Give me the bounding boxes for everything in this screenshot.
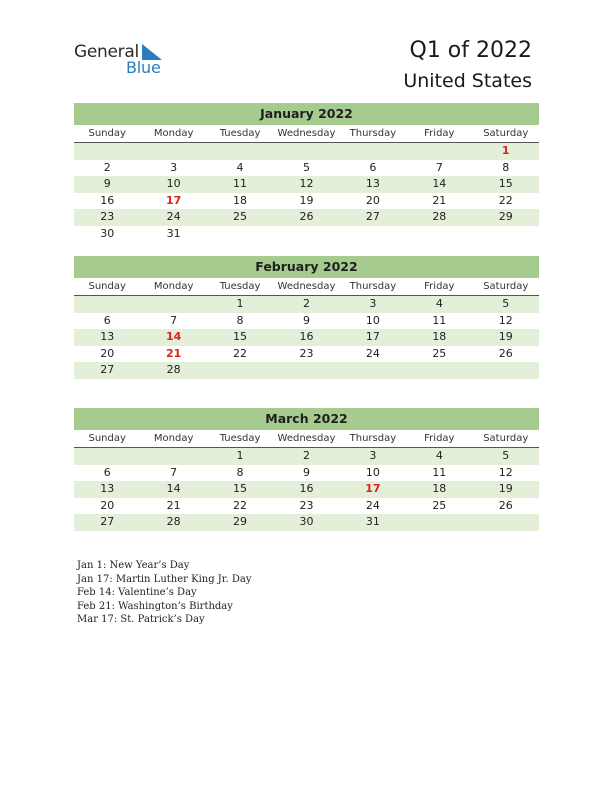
day-cell: 31 xyxy=(365,515,380,529)
day-cell: 2 xyxy=(302,449,310,462)
day-cell: 4 xyxy=(236,160,244,174)
day-cell: 30 xyxy=(299,515,314,529)
month-calendar-january xyxy=(74,103,539,243)
day-cell: 21 xyxy=(432,193,447,207)
day-cell: 18 xyxy=(432,482,447,496)
day-cell: 29 xyxy=(498,210,513,224)
holiday-entry: Jan 17: Martin Luther King Jr. Day xyxy=(77,573,252,585)
day-cell: 15 xyxy=(498,177,513,191)
day-cell: 4 xyxy=(435,297,443,310)
weekday-label: Monday xyxy=(153,128,194,139)
weekday-label: Tuesday xyxy=(219,433,261,444)
weekday-label: Friday xyxy=(424,128,455,139)
month-title: March 2022 xyxy=(74,408,539,430)
month-title: January 2022 xyxy=(74,103,539,125)
weekday-label: Wednesday xyxy=(277,433,336,444)
week-row xyxy=(74,160,539,177)
weekday-label: Thursday xyxy=(349,128,397,139)
week-row xyxy=(74,465,539,482)
weekday-label: Sunday xyxy=(88,281,126,292)
day-cell: 18 xyxy=(233,193,248,207)
day-cell: 20 xyxy=(365,193,380,207)
week-row xyxy=(74,176,539,193)
day-cell: 20 xyxy=(100,498,115,512)
day-cell: 11 xyxy=(233,177,248,191)
day-cell: 10 xyxy=(166,177,181,191)
weekday-label: Wednesday xyxy=(277,128,336,139)
day-cell: 30 xyxy=(100,226,115,240)
day-cell: 14 xyxy=(166,482,181,496)
weekday-label: Saturday xyxy=(483,281,529,292)
holiday-entry: Mar 17: St. Patrick’s Day xyxy=(77,614,205,626)
week-row xyxy=(74,498,539,515)
weekday-label: Friday xyxy=(424,281,455,292)
day-cell xyxy=(473,514,539,531)
day-cell xyxy=(406,143,472,160)
country-name: United States xyxy=(403,70,532,92)
week-row xyxy=(74,313,539,330)
day-cell xyxy=(74,296,140,313)
weekday-label: Saturday xyxy=(483,433,529,444)
day-cell: 22 xyxy=(233,498,248,512)
day-cell xyxy=(74,143,140,160)
day-cell xyxy=(140,143,206,160)
day-cell: 1 xyxy=(236,449,244,462)
day-cell: 15 xyxy=(233,330,248,344)
day-cell: 27 xyxy=(100,363,115,377)
day-cell xyxy=(473,226,539,243)
holiday-date: 21 xyxy=(165,346,182,360)
week-row xyxy=(74,296,539,313)
weekday-label: Tuesday xyxy=(219,128,261,139)
day-cell: 5 xyxy=(302,160,310,174)
day-cell: 16 xyxy=(299,482,314,496)
day-cell: 12 xyxy=(299,177,314,191)
week-row xyxy=(74,514,539,531)
day-cell: 11 xyxy=(432,465,447,479)
day-cell: 10 xyxy=(365,465,380,479)
month-calendar-march xyxy=(74,408,539,531)
day-cell xyxy=(406,362,472,379)
weekday-header-row xyxy=(74,125,539,143)
day-cell: 23 xyxy=(299,498,314,512)
weekday-header-row xyxy=(74,430,539,448)
day-cell: 6 xyxy=(103,465,111,479)
day-cell: 15 xyxy=(233,482,248,496)
day-cell xyxy=(207,362,273,379)
day-cell: 20 xyxy=(100,346,115,360)
day-cell: 24 xyxy=(365,346,380,360)
day-cell: 2 xyxy=(103,160,111,174)
weekday-label: Tuesday xyxy=(219,281,261,292)
day-cell: 18 xyxy=(432,330,447,344)
day-cell: 13 xyxy=(100,482,115,496)
day-cell: 14 xyxy=(432,177,447,191)
weekday-label: Monday xyxy=(153,433,194,444)
week-row xyxy=(74,346,539,363)
day-cell xyxy=(140,448,206,465)
day-cell: 6 xyxy=(103,313,111,327)
day-cell xyxy=(273,143,339,160)
day-cell: 9 xyxy=(302,465,310,479)
day-cell: 28 xyxy=(166,363,181,377)
day-cell: 7 xyxy=(435,160,443,174)
holiday-entry: Feb 14: Valentine’s Day xyxy=(77,587,197,599)
holiday-date: 14 xyxy=(165,330,182,344)
day-cell: 25 xyxy=(432,498,447,512)
day-cell: 28 xyxy=(432,210,447,224)
generalblue-logo xyxy=(74,42,184,78)
day-cell: 22 xyxy=(498,193,513,207)
day-cell: 23 xyxy=(100,210,115,224)
holiday-entry: Feb 21: Washington’s Birthday xyxy=(77,600,233,612)
logo-word-general: General xyxy=(74,42,139,62)
day-cell: 7 xyxy=(170,313,178,327)
week-row xyxy=(74,193,539,210)
day-cell: 22 xyxy=(233,346,248,360)
day-cell: 8 xyxy=(502,160,510,174)
week-row xyxy=(74,209,539,226)
day-cell xyxy=(406,226,472,243)
day-cell xyxy=(273,362,339,379)
day-cell: 2 xyxy=(302,297,310,310)
day-cell: 1 xyxy=(236,297,244,310)
day-cell: 27 xyxy=(100,515,115,529)
week-row xyxy=(74,226,539,243)
day-cell: 9 xyxy=(302,313,310,327)
day-cell xyxy=(207,143,273,160)
day-cell: 13 xyxy=(365,177,380,191)
day-cell: 26 xyxy=(299,210,314,224)
day-cell: 21 xyxy=(166,498,181,512)
day-cell xyxy=(207,226,273,243)
week-row xyxy=(74,448,539,465)
day-cell xyxy=(74,448,140,465)
week-row xyxy=(74,362,539,379)
day-cell xyxy=(273,226,339,243)
day-cell: 26 xyxy=(498,346,513,360)
weekday-label: Saturday xyxy=(483,128,529,139)
day-cell: 13 xyxy=(100,330,115,344)
day-cell xyxy=(340,362,406,379)
day-cell: 3 xyxy=(369,297,377,310)
day-cell: 8 xyxy=(236,313,244,327)
weekday-label: Friday xyxy=(424,433,455,444)
day-cell: 11 xyxy=(432,313,447,327)
day-cell: 26 xyxy=(498,498,513,512)
weekday-label: Sunday xyxy=(88,128,126,139)
weekday-label: Thursday xyxy=(349,433,397,444)
day-cell: 24 xyxy=(365,498,380,512)
day-cell xyxy=(340,226,406,243)
day-cell: 5 xyxy=(502,449,510,462)
day-cell: 4 xyxy=(435,449,443,462)
day-cell: 7 xyxy=(170,465,178,479)
month-calendar-february xyxy=(74,256,539,379)
day-cell: 6 xyxy=(369,160,377,174)
day-cell xyxy=(406,514,472,531)
weekday-header-row xyxy=(74,278,539,296)
day-cell: 27 xyxy=(365,210,380,224)
day-cell: 8 xyxy=(236,465,244,479)
holiday-list xyxy=(77,559,251,627)
day-cell: 3 xyxy=(369,449,377,462)
day-cell: 9 xyxy=(103,177,111,191)
day-cell: 31 xyxy=(166,226,181,240)
day-cell xyxy=(340,143,406,160)
week-row xyxy=(74,143,539,160)
day-cell: 25 xyxy=(432,346,447,360)
day-cell: 23 xyxy=(299,346,314,360)
day-cell: 19 xyxy=(498,330,513,344)
day-cell xyxy=(473,362,539,379)
day-cell: 29 xyxy=(233,515,248,529)
week-row xyxy=(74,481,539,498)
holiday-date: 17 xyxy=(165,193,182,207)
weekday-label: Sunday xyxy=(88,433,126,444)
weekday-label: Thursday xyxy=(349,281,397,292)
day-cell: 10 xyxy=(365,313,380,327)
day-cell: 12 xyxy=(498,313,513,327)
holiday-entry: Jan 1: New Year’s Day xyxy=(77,560,190,571)
day-cell: 16 xyxy=(299,330,314,344)
day-cell: 5 xyxy=(502,297,510,310)
day-cell: 19 xyxy=(498,482,513,496)
weekday-label: Wednesday xyxy=(277,281,336,292)
weekday-label: Monday xyxy=(153,281,194,292)
day-cell: 17 xyxy=(365,330,380,344)
holiday-date: 17 xyxy=(365,482,381,496)
page-title: Q1 of 2022 xyxy=(409,38,532,63)
day-cell: 24 xyxy=(166,210,181,224)
day-cell: 3 xyxy=(170,160,178,174)
week-row xyxy=(74,329,539,346)
day-cell xyxy=(140,296,206,313)
holiday-date: 1 xyxy=(501,144,510,157)
day-cell: 16 xyxy=(100,193,115,207)
day-cell: 19 xyxy=(299,193,314,207)
day-cell: 12 xyxy=(498,465,513,479)
day-cell: 28 xyxy=(166,515,181,529)
logo-word-blue: Blue xyxy=(126,58,161,77)
month-title: February 2022 xyxy=(74,256,539,278)
day-cell: 25 xyxy=(233,210,248,224)
